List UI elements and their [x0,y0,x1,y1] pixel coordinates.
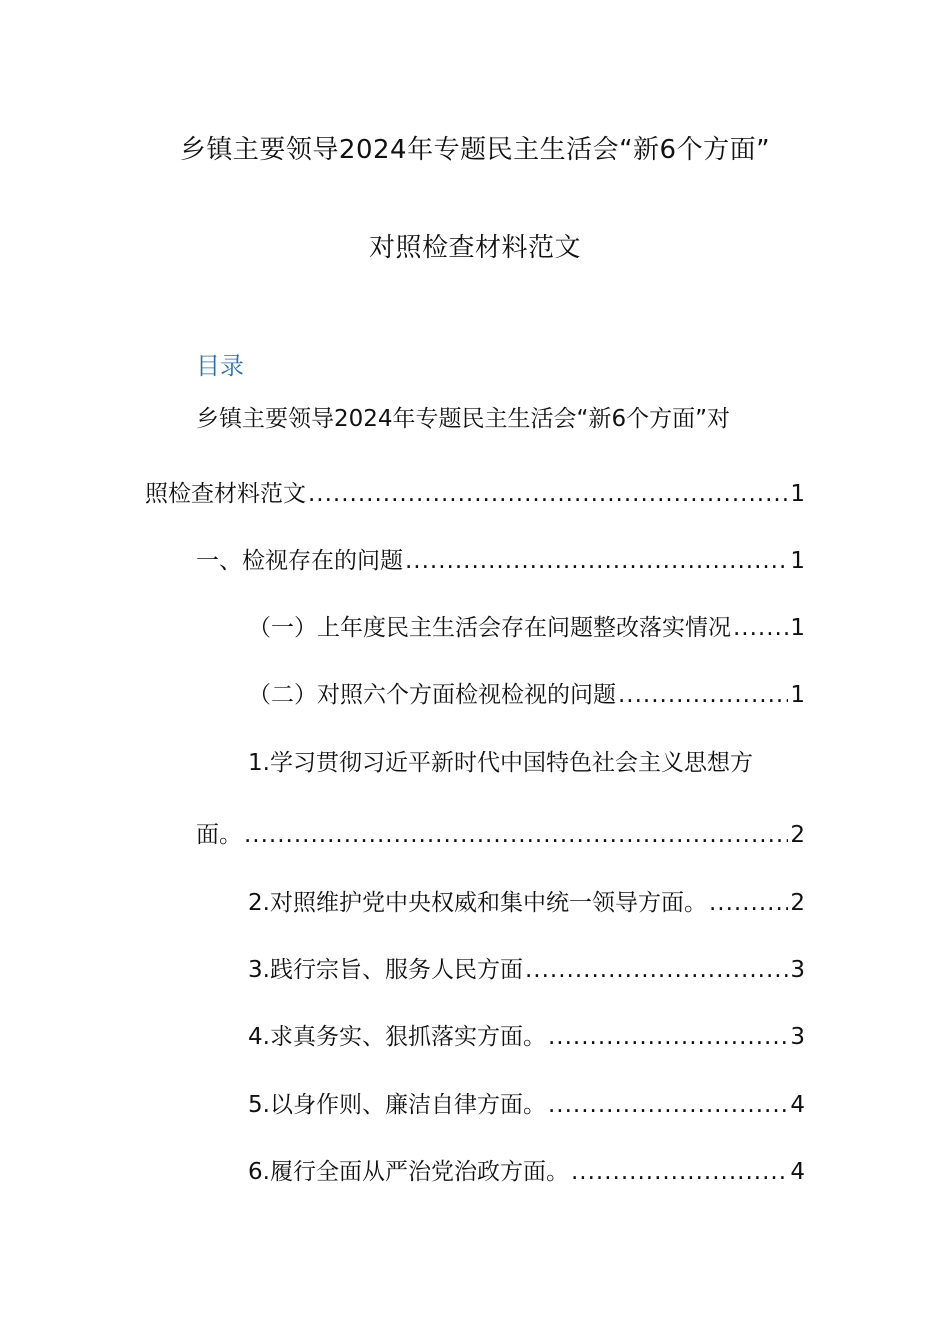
document-title-line2: 对照检查材料范文 [368,233,581,263]
toc-entry-item-3[interactable] [248,953,805,987]
toc-entry-label: 面。 [196,822,242,848]
toc-entry-label: （二）对照六个方面检视检视的问题 [248,682,616,708]
dot-leader [405,544,788,578]
toc-entry-title[interactable] [145,477,805,511]
dot-leader [618,678,788,712]
toc-entry-item-5[interactable] [248,1088,805,1122]
toc-entry-item-2[interactable] [248,886,805,920]
toc-entry-item-6[interactable] [248,1155,805,1189]
toc-entry-item-1[interactable] [196,818,805,852]
toc-heading: 目录 [196,352,244,380]
dot-leader [548,1088,788,1122]
toc-page-number: 4 [790,1159,805,1185]
toc-entry-label: 3.践行宗旨、服务人民方面 [248,957,523,983]
toc-page-number: 3 [790,1024,805,1050]
toc-page-number: 4 [790,1092,805,1118]
dot-leader [733,611,788,645]
dot-leader [548,1020,788,1054]
toc-page-number: 2 [790,822,805,848]
toc-entry-item-4[interactable] [248,1020,805,1054]
dot-leader [709,886,788,920]
document-title-line1: 乡镇主要领导2024年专题民主生活会“新6个方面” [179,135,771,165]
toc-page-number: 1 [790,548,805,574]
toc-entry-subsection-1[interactable] [248,611,805,645]
dot-leader [571,1155,788,1189]
toc-entry-subsection-2[interactable] [248,678,805,712]
toc-page-number: 3 [790,957,805,983]
toc-entry-section-1[interactable] [196,544,805,578]
toc-page-number: 1 [790,682,805,708]
toc-entry-label: 5.以身作则、廉洁自律方面。 [248,1092,546,1118]
toc-entry-label: 6.履行全面从严治党治政方面。 [248,1159,569,1185]
dot-leader [244,818,788,852]
toc-entry-label: 2.对照维护党中央权威和集中统一领导方面。 [248,890,707,916]
toc-entry-label: （一）上年度民主生活会存在问题整改落实情况 [248,615,731,641]
toc-entry-item-1-line1[interactable]: 1.学习贯彻习近平新时代中国特色社会主义思想方 [248,750,753,776]
dot-leader [308,477,788,511]
toc-entry-title-line1[interactable]: 乡镇主要领导2024年专题民主生活会“新6个方面”对 [196,406,730,432]
toc-page-number: 1 [790,481,805,507]
toc-page-number: 2 [790,890,805,916]
toc-entry-label: 4.求真务实、狠抓落实方面。 [248,1024,546,1050]
toc-entry-label: 照检查材料范文 [145,481,306,507]
dot-leader [525,953,788,987]
toc-page-number: 1 [790,615,805,641]
toc-entry-label: 一、检视存在的问题 [196,548,403,574]
